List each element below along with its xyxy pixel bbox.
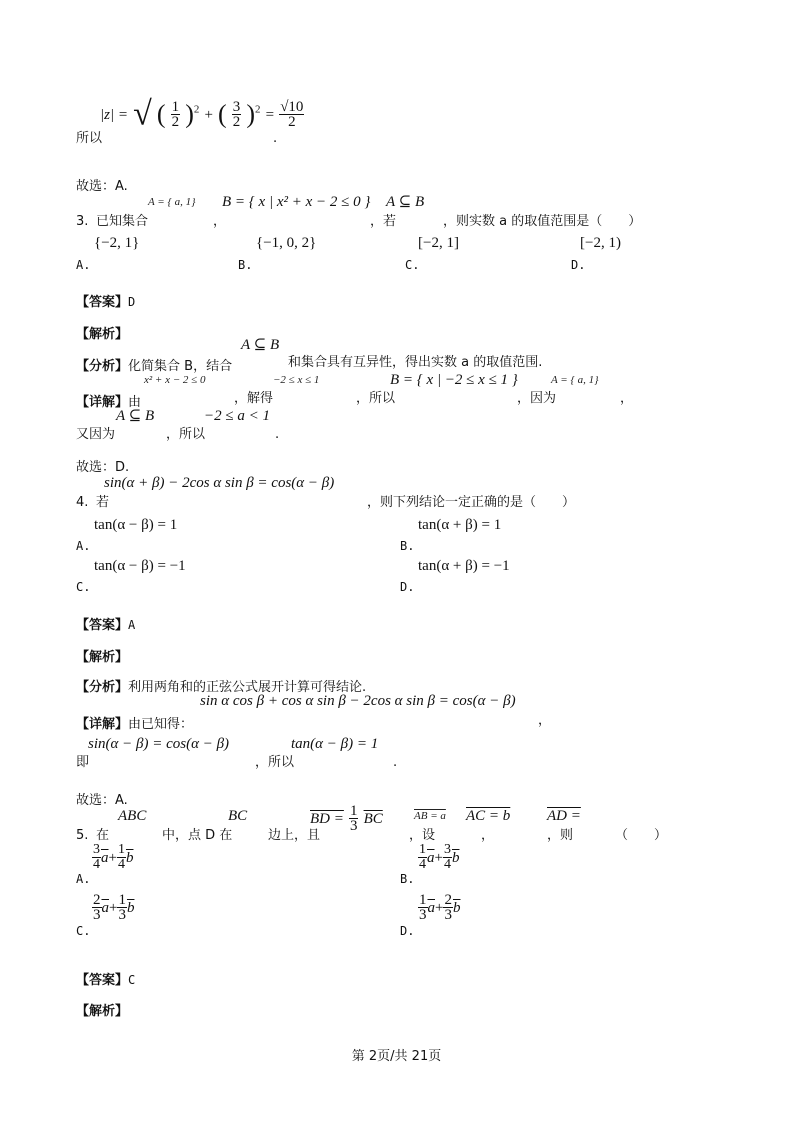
q4-xj-period: .	[393, 755, 398, 770]
rel-frac: $\frac{1}{3}$	[349, 803, 358, 834]
q3-set-b: B = { x | x² + x − 2 ≤ 0 }	[222, 194, 371, 210]
xiangjie-tag: 【详解】	[76, 717, 129, 732]
q5-analysis-tag: 【解析】	[76, 1004, 129, 1019]
q5-comma: ，	[481, 828, 495, 843]
q2-period: .	[273, 131, 278, 146]
q3-xj-period: .	[275, 427, 280, 442]
q4-option-d-label: D.	[400, 580, 415, 594]
q5-option-a-label: A.	[76, 872, 91, 886]
q5-vec-ad: AD =	[547, 808, 581, 824]
q5-option-c-label: C.	[76, 924, 91, 938]
q3-option-b-label: B.	[238, 258, 253, 272]
q5-number: 5.	[76, 828, 89, 843]
q3-option-d-label: D.	[571, 258, 586, 272]
q3-stem-a: 已知集合	[96, 214, 149, 229]
q3-option-c-math: [−2, 1]	[418, 235, 459, 251]
q3-xj-line2a: 又因为	[76, 427, 116, 442]
answer-value: D	[128, 295, 136, 309]
q3-option-a-label: A.	[76, 258, 91, 272]
q4-option-d-math: tan(α + β) = −1	[418, 558, 510, 574]
q3-ruo: ，若	[370, 214, 397, 229]
q3-fenxi-math: A ⊆ B	[241, 337, 280, 353]
xiangjie-tag: 【详解】	[76, 395, 129, 410]
q3-stem-b: ，则实数 a 的取值范围是（ ）	[443, 214, 642, 229]
q3-xj-comma: ，	[620, 391, 634, 406]
q5-answer-line	[76, 969, 135, 988]
formula-lhs: |z| =	[100, 107, 128, 123]
q5-ze: ，则	[547, 828, 574, 843]
answer-tag: 【答案】	[76, 295, 129, 310]
formula-frac1: $\frac{1}{2}$	[171, 99, 180, 130]
q4-number: 4.	[76, 495, 89, 510]
q3-choice: 故选：D.	[76, 460, 130, 475]
q4-xj-math3: tan(α − β) = 1	[291, 736, 379, 752]
q3-xj-math1: x² + x − 2 ≤ 0	[144, 374, 206, 386]
q3-cond: A ⊆ B	[386, 194, 425, 210]
q3-comma: ，	[213, 214, 227, 229]
q5-she: ，设	[409, 828, 436, 843]
q3-set-a: A = { a, 1}	[148, 196, 196, 208]
q3-option-d-math: [−2, 1)	[580, 235, 621, 251]
q5-zai: 在	[96, 828, 110, 843]
q3-xj-suoyi: ，所以	[356, 391, 396, 406]
q5-option-b-math: $\frac{1}{4}$ $\overline{a}+$ $\frac{3}{4}$ $\overline{b}$	[419, 842, 460, 872]
q3-analysis-tag: 【解析】	[76, 327, 129, 342]
q4-xj-comma: ，	[538, 713, 552, 728]
q4-option-b-label: B.	[400, 539, 415, 553]
q3-fenxi-line	[76, 355, 232, 375]
q4-option-b-math: tan(α + β) = 1	[418, 517, 502, 533]
fenxi-tag: 【分析】	[76, 359, 129, 374]
fenxi-tag: 【分析】	[76, 680, 129, 695]
q5-zhong: 中，点 D 在	[162, 828, 233, 843]
rel-rhs: $\overline{BC}$	[363, 811, 383, 827]
q3-answer-line	[76, 291, 135, 310]
q5-relation	[310, 804, 383, 833]
q4-option-a-label: A.	[76, 539, 91, 553]
q3-xj-line2b: ，所以	[166, 427, 206, 442]
q5-seg: BC	[228, 808, 248, 824]
q3-xj-jiede: ，解得	[234, 391, 274, 406]
q4-stem: ，则下列结论一定正确的是（ ）	[367, 495, 576, 510]
suoyi-text: 所以	[76, 131, 103, 146]
q3-xj-math3: B = { x | −2 ≤ x ≤ 1 }	[390, 372, 518, 388]
q4-xj-ji: 即	[76, 755, 90, 770]
fenxi-text-a: 化简集合 B，结合	[128, 359, 233, 374]
q4-option-c-math: tan(α − β) = −1	[94, 558, 186, 574]
q3-option-a-math: {−2, 1}	[94, 235, 140, 251]
q5-option-a-math: $\frac{3}{4}$ $\overline{a}+$ $\frac{1}{4}$ $\overline{b}$	[93, 842, 134, 872]
answer-tag: 【答案】	[76, 973, 129, 988]
q4-xj-math1: sin α cos β + cos α sin β − 2cos α sin β = cos(α − β)	[200, 693, 516, 709]
q5-vec-ab: AB = a	[414, 810, 446, 822]
q5-option-d-math: $\frac{1}{3}$ $\overline{a}+$ $\frac{2}{3}$ $\overline{b}$	[419, 892, 461, 923]
q4-xj-math2: sin(α − β) = cos(α − β)	[88, 736, 230, 752]
formula-frac2: $\frac{3}{2}$	[232, 99, 241, 130]
q3-xj-math5: A ⊆ B	[116, 408, 155, 424]
xj-text-a: 由已知得：	[128, 717, 194, 732]
q4-option-c-label: C.	[76, 580, 91, 594]
q3-xj-math6: −2 ≤ a < 1	[204, 408, 270, 424]
q3-xj-math2: −2 ≤ x ≤ 1	[273, 374, 320, 386]
q3-fenxi-text-b: 和集合具有互异性，得出实数 a 的取值范围.	[288, 355, 543, 370]
q5-option-d-label: D.	[400, 924, 415, 938]
q5-bian: 边上，且	[268, 828, 321, 843]
q4-cond: sin(α + β) − 2cos α sin β = cos(α − β)	[104, 475, 335, 491]
q5-option-c-math: $\frac{2}{3}$ $\overline{a}+$ $\frac{1}{3}$ $\overline{b}$	[93, 892, 135, 923]
q5-paren: （ ）	[615, 828, 668, 843]
q4-answer-line	[76, 614, 135, 633]
q4-xiangjie-line	[76, 713, 193, 733]
formula-rhs: $\frac{√10}{2}$	[280, 99, 304, 130]
q3-xj-math4: A = { a, 1}	[551, 374, 599, 386]
q2-choice: 故选：A.	[76, 179, 128, 194]
page-footer: 第 2页/共 21页	[351, 1049, 442, 1064]
answer-tag: 【答案】	[76, 618, 129, 633]
q3-number: 3.	[76, 214, 89, 229]
fenxi-text: 利用两角和的正弦公式展开计算可得结论.	[128, 680, 367, 695]
q4-choice: 故选：A.	[76, 793, 128, 808]
q3-option-c-label: C.	[405, 258, 420, 272]
answer-value: A	[128, 618, 136, 632]
q5-tri: ABC	[118, 808, 147, 824]
q4-analysis-tag: 【解析】	[76, 650, 129, 665]
xj-you: 由	[128, 395, 142, 410]
q3-option-b-math: {−1, 0, 2}	[256, 235, 317, 251]
q5-vec-ac: AC = b	[466, 808, 511, 824]
q3-xj-yinwei: ，因为	[517, 391, 557, 406]
sqrt-symbol: √	[133, 95, 152, 133]
rel-lhs: BD =	[310, 811, 344, 827]
q2-formula: |z| = √ ( $\frac{1}{2}$ )$^2$ + ( $\frac{3}{2}$ )$^2$ = $\frac{√10}{2}$	[100, 95, 304, 133]
q5-option-b-label: B.	[400, 872, 415, 886]
q4-ruo: 若	[96, 495, 110, 510]
answer-value: C	[128, 973, 136, 987]
q4-xj-suoyi: ，所以	[255, 755, 295, 770]
q4-option-a-math: tan(α − β) = 1	[94, 517, 178, 533]
